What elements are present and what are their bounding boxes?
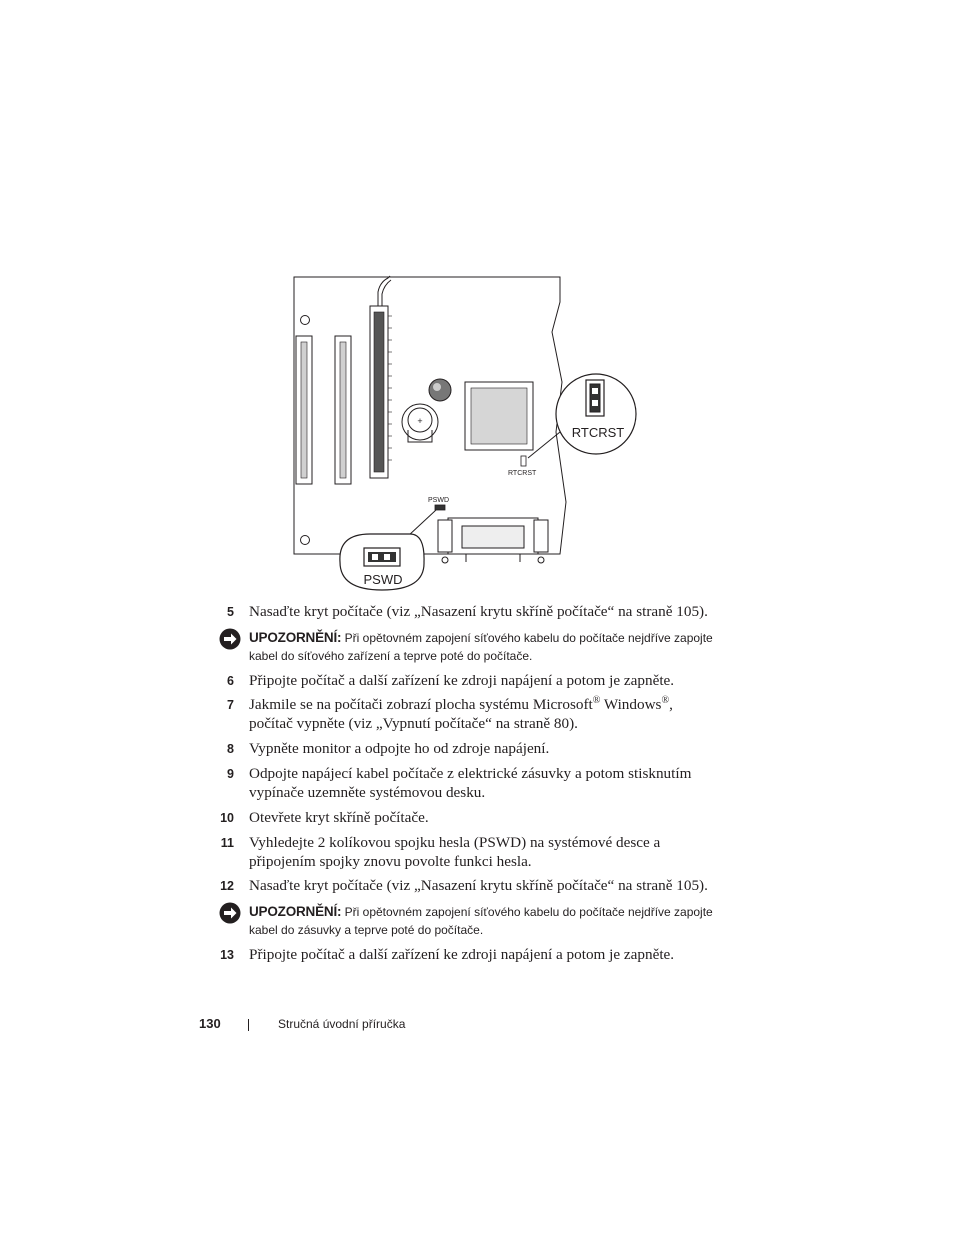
step-number: 13 xyxy=(220,948,234,962)
step-text: Otevřete kryt skříně počítače. xyxy=(249,809,429,826)
step-number: 11 xyxy=(220,836,234,850)
svg-text:+: + xyxy=(417,416,423,426)
step-text: Nasaďte kryt počítače (viz „Nasazení krytu skříně počítače“ na straně 105). xyxy=(249,603,708,620)
step-number: 12 xyxy=(220,879,234,893)
step-text: Vypněte monitor a odpojte ho od zdroje napájení. xyxy=(249,740,550,757)
callout-label-pswd: PSWD xyxy=(363,572,403,587)
footer-title: Stručná úvodní příručka xyxy=(278,1017,406,1031)
rtcrst-jumper xyxy=(521,456,526,466)
step-number: 8 xyxy=(227,742,234,756)
notice-text-line2: kabel do zásuvky a teprve poté do počítače. xyxy=(249,922,484,937)
system-board-figure xyxy=(290,272,650,594)
step-text: Odpojte napájecí kabel počítače z elektrické zásuvky a potom stisknutím vypínače uzemněte systémovou desku. xyxy=(249,765,692,801)
step-text: Připojte počítač a další zařízení ke zdroji napájení a potom je zapněte. xyxy=(249,946,675,963)
round-component xyxy=(429,379,451,401)
board-label-pswd: PSWD xyxy=(428,497,449,504)
mounting-hole xyxy=(301,536,310,545)
step-number: 6 xyxy=(227,674,234,688)
page-number: 130 xyxy=(199,1016,221,1031)
notice-text-line1: Při opětovném zapojení síťového kabelu do počítače nejdříve zapojte xyxy=(344,631,713,645)
registered-mark: ® xyxy=(661,694,670,706)
board-label-rtcrst: RTCRST xyxy=(508,470,537,477)
step-number: 9 xyxy=(227,767,234,781)
callout-label-rtcrst: RTCRST xyxy=(571,425,625,440)
notice-label: UPOZORNĚNÍ: xyxy=(249,904,342,919)
notice-text-line2: kabel do síťového zařízení a teprve poté do počítače. xyxy=(249,648,533,663)
step-text: Připojte počítač a další zařízení ke zdroji napájení a potom je zapněte. xyxy=(249,672,675,689)
step-text: Jakmile se na počítači zobrazí plocha systému Microsoft® Windows®, počítač vypněte (viz „Vypnutí počítače“ na straně 80). xyxy=(249,694,673,732)
step-number: 10 xyxy=(220,811,234,825)
mounting-hole xyxy=(301,316,310,325)
notice-icon xyxy=(219,628,241,650)
footer-divider xyxy=(248,1019,249,1031)
pswd-jumper xyxy=(435,505,445,510)
registered-mark: ® xyxy=(592,694,601,706)
notice-text-line1: Při opětovném zapojení síťového kabelu do počítače nejdříve zapojte xyxy=(344,905,713,919)
step-text: Nasaďte kryt počítače (viz „Nasazení krytu skříně počítače“ na straně 105). xyxy=(249,877,708,894)
step-number: 7 xyxy=(227,698,234,712)
notice-icon xyxy=(219,902,241,924)
notice-label: UPOZORNĚNÍ: xyxy=(249,630,342,645)
step-text: Vyhledejte 2 kolíkovou spojku hesla (PSWD) na systémové desce a připojením spojky znovu povolte funkci hesla. xyxy=(249,834,661,870)
step-number: 5 xyxy=(227,605,234,619)
